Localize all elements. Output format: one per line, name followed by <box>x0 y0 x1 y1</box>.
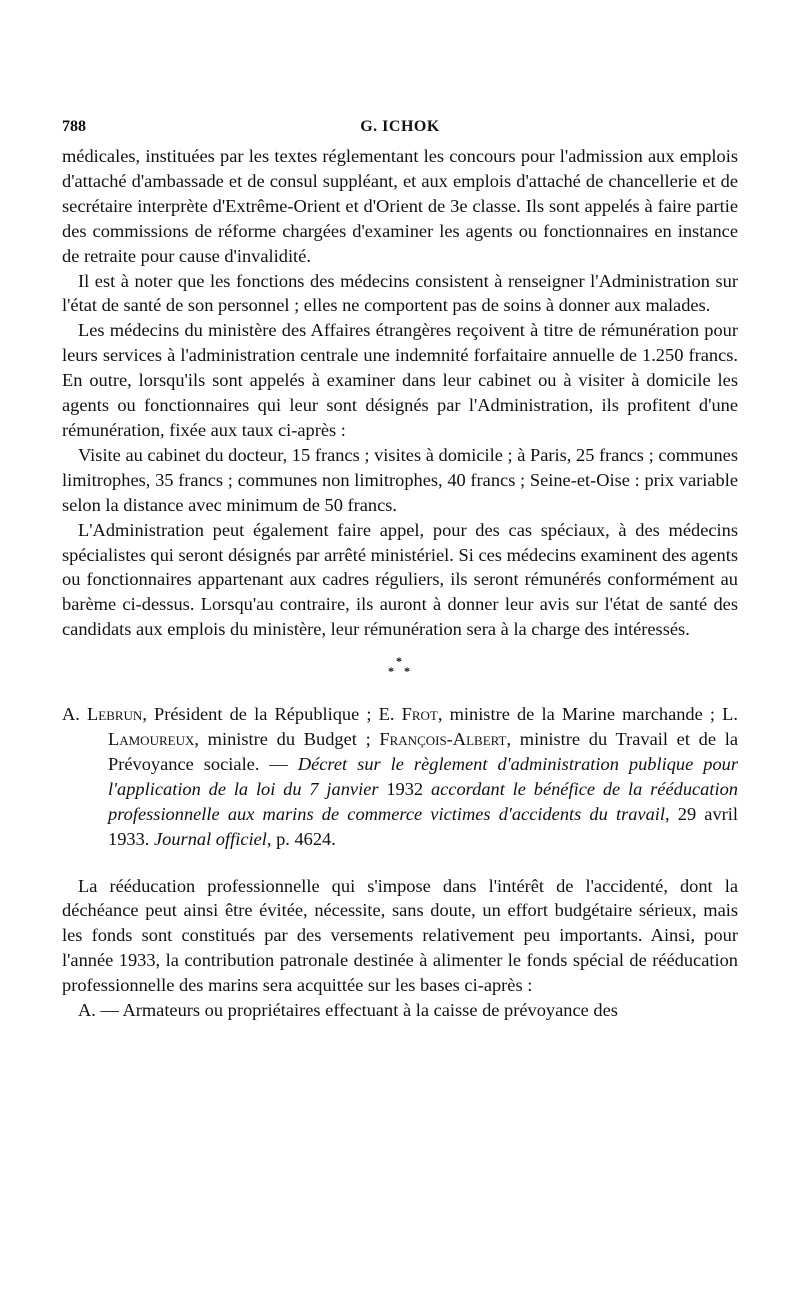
paragraph-6: La rééducation professionnelle qui s'impose dans l'intérêt de l'accidenté, dont la déchéance peut ainsi être évitée, nécessite, sans doute, un effort budgétaire sérieux, mais les fonds sont constitués par des versements relativement peu importants. Ainsi, pour l'année 1933, la contribution patronale destinée à alimenter le fonds spécial de rééducation professionnelle des marins sera acquittée sur les bases ci-après : <box>62 875 738 996</box>
ref-text-4: , ministre du Travail et de la Prévoyance sociale. — <box>108 729 738 774</box>
asterism-separator <box>62 642 738 696</box>
paragraph-3: Les médecins du ministère des Affaires étrangères reçoivent à titre de rémunération pour leurs services à l'administration centrale une indemnité forfaitaire annuelle de 1.250 francs. En outre, lorsqu'ils sont appelés à examiner dans leur cabinet ou à visiter à domicile les agents ou fonctionnaires qui leur sont désignés par l'Administration, ils profitent d'une rémunération, fixée aux taux ci-après : <box>62 320 738 440</box>
page-number: 788 <box>62 118 86 135</box>
ref-text-3: , ministre du Budget ; <box>194 729 380 750</box>
page <box>62 118 738 1023</box>
asterism-star-right: * <box>404 664 410 679</box>
paragraph-4: Visite au cabinet du docteur, 15 francs ; visites à domicile ; à Paris, 25 francs ; communes limitrophes, 35 francs ; communes non limitrophes, 40 francs ; Seine-et-Oise : prix variable selon la distance avec minimum de 50 francs. <box>62 444 738 515</box>
running-title: G. ICHOK <box>360 118 440 135</box>
asterism-star-top: * <box>396 654 402 669</box>
decree-title-a: Décret sur le règlement d'administration publique pour l'application de la loi du 7 janvier <box>108 753 738 799</box>
paragraph-7: A. — Armateurs ou propriétaires effectuant à la caisse de prévoyance des <box>78 1000 618 1021</box>
decree-title-b: accordant le bénéfice de la rééducation professionnelle aux marins de commerce victimes d'accidents du travail <box>108 778 738 824</box>
paragraph-2: Il est à noter que les fonctions des médecins consistent à renseigner l'Administration sur l'état de santé de son personnel ; elles ne comportent pas de soins à donner aux malades. <box>62 270 738 316</box>
ref-name-lamoureux: Lamoureux <box>108 729 195 750</box>
paragraph-1: médicales, instituées par les textes réglementant les concours pour l'admission aux emplois d'attaché d'ambassade et de consul suppléant, et aux emplois d'attaché de chancellerie et de secrétaire interprète d'Extrême-Orient et d'Orient de 3e classe. Ils sont appelés à faire partie des commissions de réforme chargées d'examiner les agents ou fonctionnaires en instance de retraite pour cause d'invalidité. <box>62 146 738 266</box>
decree-reference <box>62 702 738 851</box>
journal-name: Journal officiel <box>153 828 267 849</box>
decree-title-year: 1932 <box>386 778 424 799</box>
page-header <box>62 118 738 144</box>
ref-lead: A. <box>62 704 88 725</box>
ref-text-1: , Président de la République ; E. <box>142 704 402 725</box>
ref-name-frot: Frot <box>401 704 438 725</box>
paragraph-5: L'Administration peut également faire appel, pour des cas spéciaux, à des médecins spécialistes qui seront désignés par arrêté ministériel. Si ces médecins examinent des agents ou fonctionnaires appartenant aux cadres réguliers, ils seront rémunérés conformément au barème ci-dessus. Lorsqu'au contraire, ils auront à donner leur avis sur l'état de santé des candidats aux emplois du ministère, leur rémunération sera à la charge des intéressés. <box>62 519 738 640</box>
ref-name-francois-albert: François-Albert <box>379 729 507 750</box>
ref-name-lebrun: Lebrun <box>87 704 143 725</box>
asterism-star-left: * <box>388 664 394 679</box>
section-gap <box>62 852 738 874</box>
decree-date: , 29 avril 1933. <box>108 803 738 849</box>
journal-page: , p. 4624. <box>266 828 336 849</box>
ref-text-2: , ministre de la Marine marchande ; L. <box>437 704 738 725</box>
